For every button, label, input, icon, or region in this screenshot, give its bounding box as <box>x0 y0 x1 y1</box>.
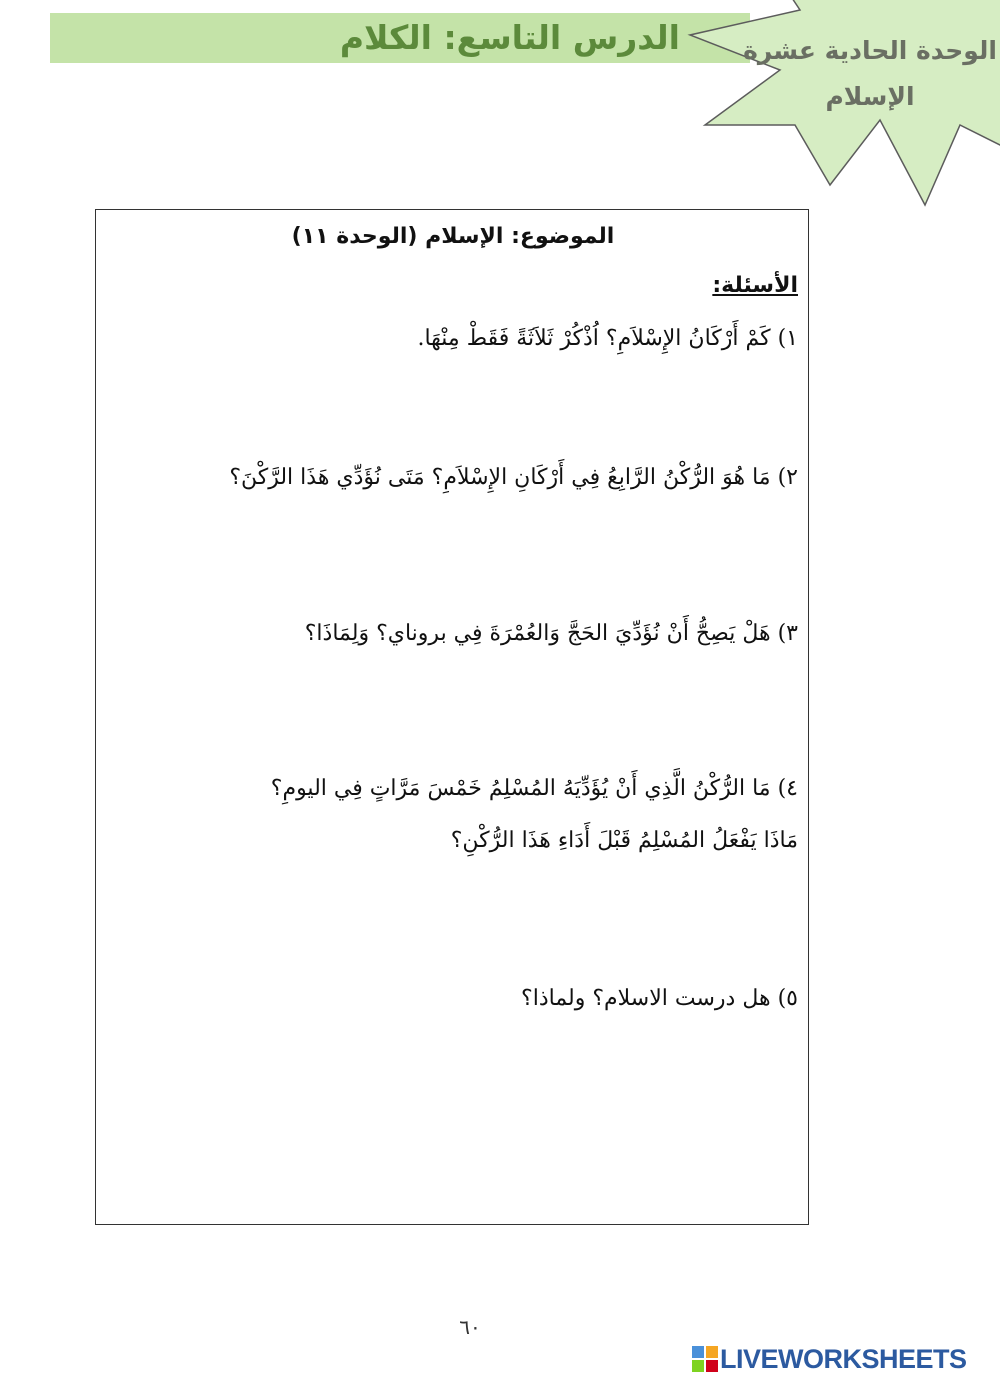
question-4: ٤) مَا الرُّكْنُ الَّذِي أَنْ يُؤَدِّيَهُ المُسْلِمُ خَمْسَ مَرَّاتٍ فِي اليومِ؟ <box>270 776 798 801</box>
question-2: ٢) مَا هُوَ الرُّكْنُ الرَّابِعُ فِي أَرْكَانِ الإِسْلاَمِ؟ مَتَى نُؤَدِّي هَذَا الرَّكْنَ؟ <box>229 465 798 490</box>
question-4-followup: مَاذَا يَفْعَلُ المُسْلِمُ قَبْلَ أَدَاءِ هَذَا الرُّكْنِ؟ <box>450 828 798 853</box>
liveworksheets-logo-icon <box>692 1346 718 1372</box>
lesson-title: الدرس التاسع: الكلام <box>339 18 680 57</box>
questions-heading: الأسئلة: <box>712 273 798 298</box>
unit-badge-line2: الإسلام <box>825 82 915 111</box>
question-1: ١) كَمْ أَرْكَانُ الإِسْلاَمِ؟ اُذْكُرْ ثَلاَثَةً فَقَطْ مِنْهَا. <box>417 326 798 351</box>
unit-badge <box>730 28 1000 120</box>
worksheet-subject: الموضوع: الإسلام (الوحدة ١١) <box>291 224 615 249</box>
worksheet-frame <box>95 209 809 1225</box>
brand-name: LIVEWORKSHEETS <box>720 1343 967 1374</box>
brand-footer[interactable] <box>692 1342 992 1376</box>
page-number: ٦٠ <box>459 1315 481 1339</box>
unit-badge-line1: الوحدة الحادية عشرة <box>743 36 997 65</box>
question-5: ٥) هل درست الاسلام؟ ولماذا؟ <box>521 986 798 1011</box>
question-3: ٣) هَلْ يَصِحُّ أَنْ نُؤَدِّيَ الحَجَّ وَالعُمْرَةَ فِي بروناي؟ وَلِمَاذَا؟ <box>304 621 798 646</box>
